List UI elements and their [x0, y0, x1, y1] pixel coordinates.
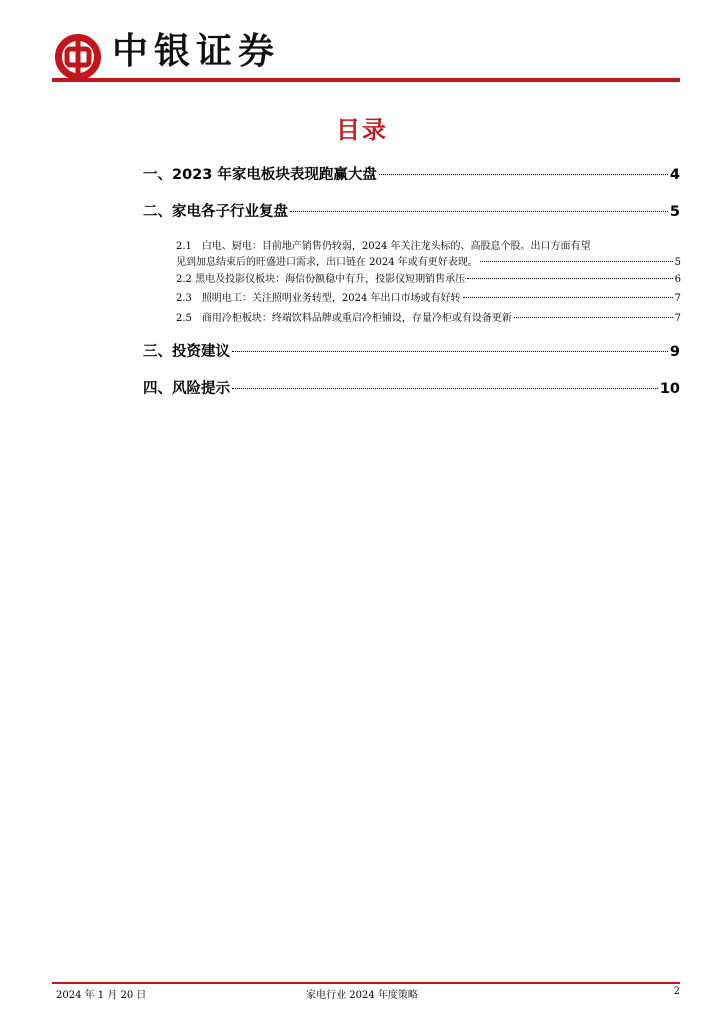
brand-name: 中银证券 — [112, 31, 281, 72]
toc-entry-label: 一、2023 年家电板块表现跑赢大盘 — [143, 167, 377, 183]
toc-entry-4[interactable] — [143, 377, 680, 398]
toc-entry-page: 4 — [669, 167, 680, 183]
toc-subentry-page: 5 — [674, 257, 681, 268]
toc-entry-1[interactable] — [143, 163, 680, 184]
leader-dots — [379, 174, 668, 175]
footer-date: 2024 年 1 月 20 日 — [56, 990, 147, 1001]
leader-dots — [232, 351, 668, 352]
toc-subentry-page: 7 — [674, 293, 681, 304]
toc-subentry-label: 2.3 照明电工：关注照明业务转型，2024 年出口市场或有好转 — [176, 293, 461, 304]
leader-dots — [232, 388, 658, 389]
toc-subentry-page: 7 — [674, 313, 681, 324]
leader-dots — [480, 261, 673, 262]
bank-of-china-logo-icon — [54, 33, 102, 81]
toc-entry-label: 二、家电各子行业复盘 — [143, 204, 288, 220]
toc-entry-label: 三、投资建议 — [143, 344, 230, 360]
toc-entry-label: 四、风险提示 — [143, 381, 230, 397]
toc-title: 目录 — [336, 116, 388, 144]
toc-subentry-label: 2.2 黑电及投影仪板块：海信份额稳中有升，投影仪短期销售承压 — [176, 274, 466, 285]
leader-dots — [514, 317, 673, 318]
toc-subentry-label: 2.5 商用冷柜板块：终端饮料品牌或重启冷柜铺设，存量冷柜或有设备更新 — [176, 313, 512, 324]
footer-doc-title: 家电行业 2024 年度策略 — [306, 990, 418, 1001]
toc-subentry-page: 6 — [674, 274, 681, 285]
toc-entry-page: 10 — [659, 381, 680, 397]
footer-rule — [52, 982, 680, 984]
toc-subentry-2-3[interactable] — [176, 289, 681, 304]
leader-dots — [463, 297, 673, 298]
toc-subentry-label: 见到加息结束后的旺盛进口需求，出口链在 2024 年或有更好表现。 — [176, 257, 478, 268]
toc-subentry-2-2[interactable] — [176, 270, 681, 285]
toc-subentry-2-5[interactable] — [176, 309, 681, 324]
leader-dots — [467, 278, 673, 279]
toc-subentry-label: 2.1 白电、厨电：目前地产销售仍较弱，2024 年关注龙头标的、高股息个股。出口方面有望 — [176, 241, 591, 252]
toc-entry-page: 9 — [669, 344, 680, 360]
toc-entry-2[interactable] — [143, 200, 680, 221]
toc-entry-3[interactable] — [143, 340, 680, 361]
leader-dots — [290, 211, 668, 212]
footer-page-number: 2 — [673, 986, 680, 997]
toc-entry-page: 5 — [669, 204, 680, 220]
header-rule — [52, 78, 680, 82]
toc-subentry-2-1-line1[interactable] — [176, 237, 681, 252]
toc-subentry-2-1-line2[interactable] — [176, 253, 681, 268]
